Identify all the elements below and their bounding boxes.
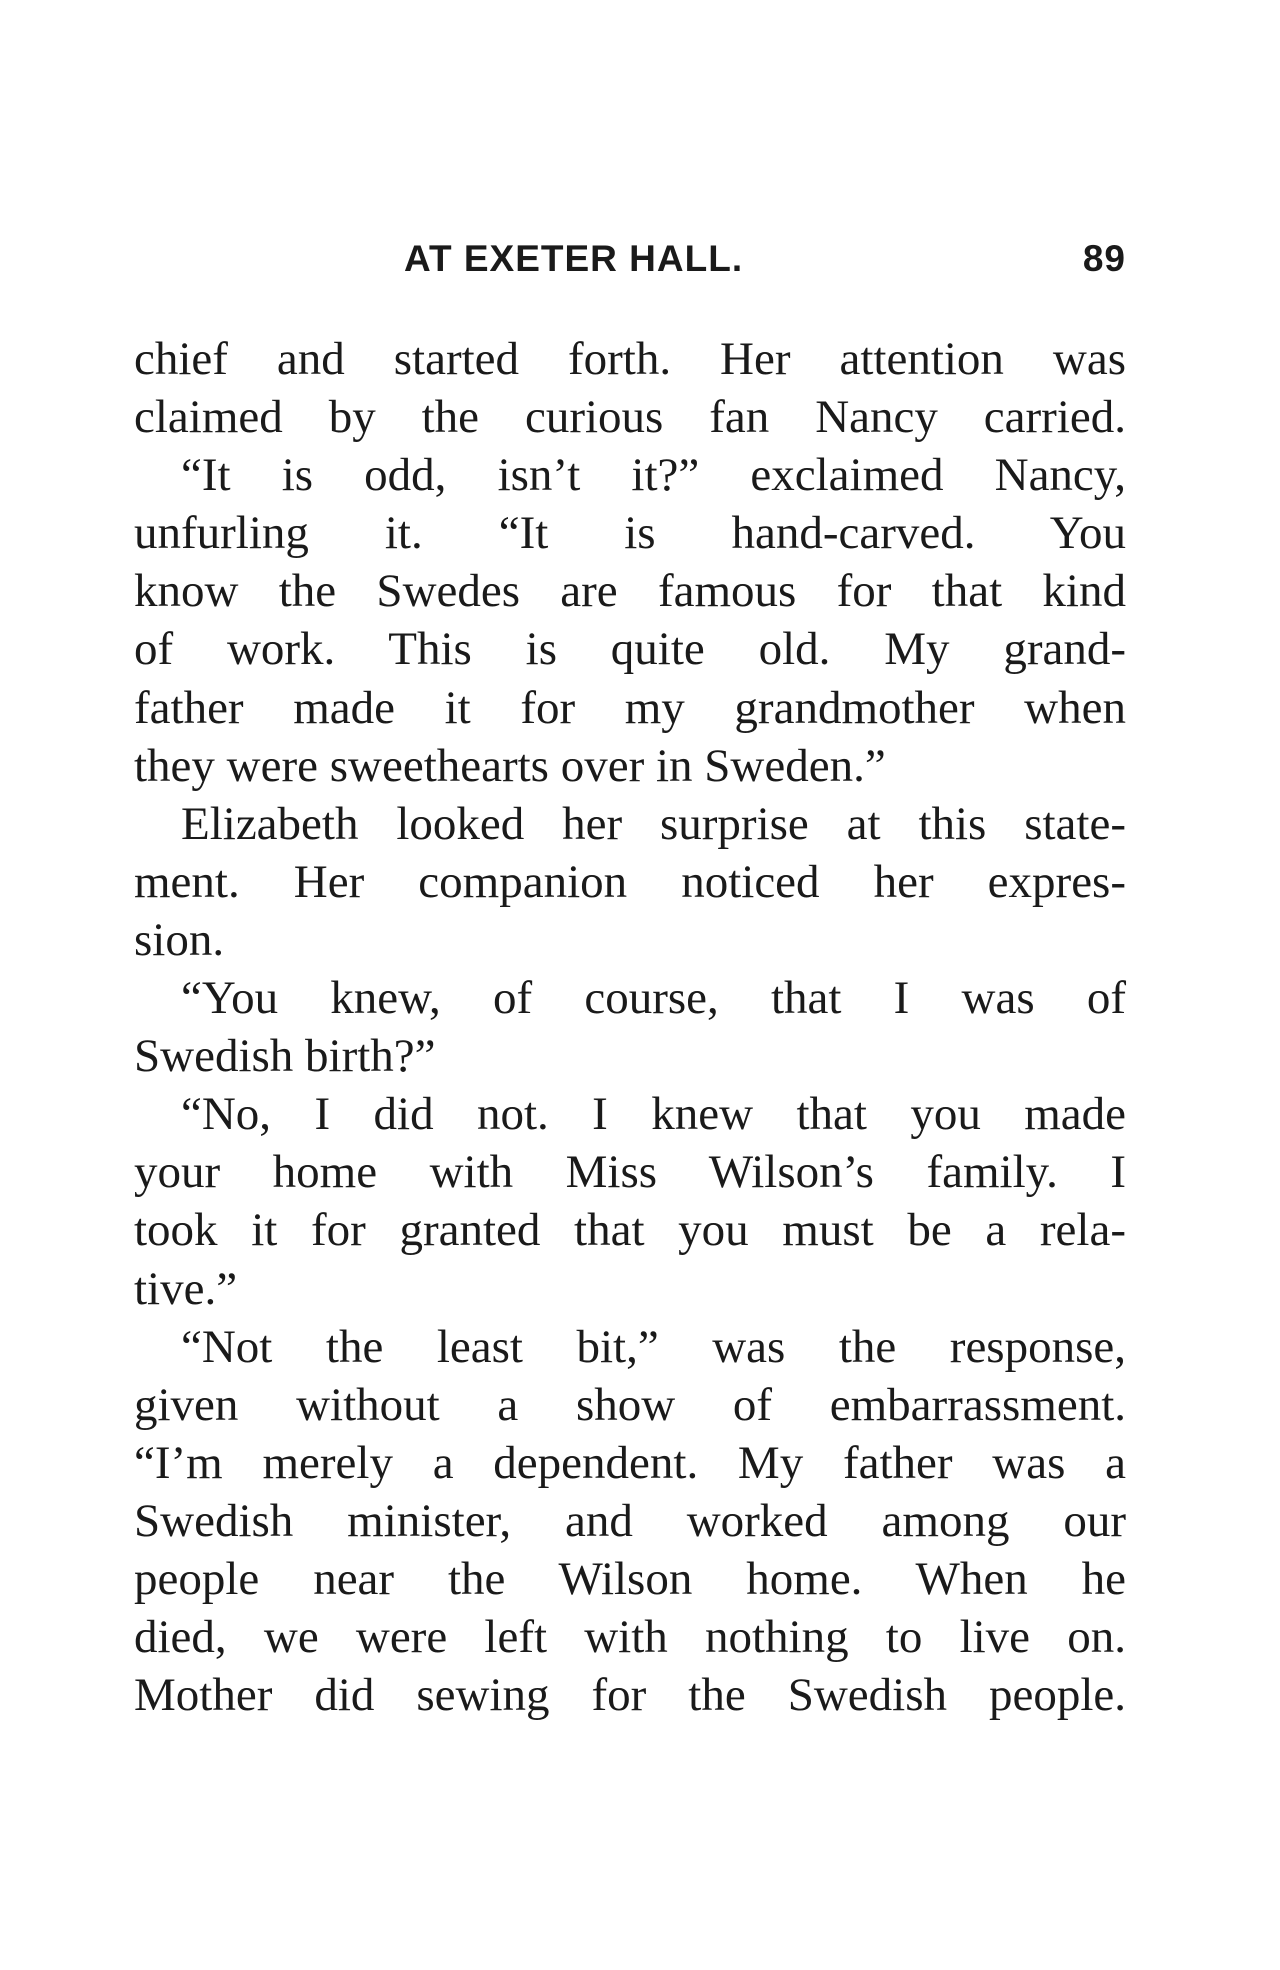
text-line: died, we were left with nothing to live on. <box>134 1611 1126 1664</box>
text-line: took it for granted that you must be a rela- <box>134 1204 1126 1257</box>
text-line: “No, I did not. I knew that you made <box>181 1088 1126 1141</box>
running-title: AT EXETER HALL. <box>404 238 744 279</box>
text-line: Mother did sewing for the Swedish people. <box>134 1669 1126 1722</box>
page-number: 89 <box>1082 238 1126 279</box>
text-line: “You knew, of course, that I was of <box>181 972 1126 1025</box>
text-line: claimed by the curious fan Nancy carried. <box>134 391 1126 444</box>
text-line: of work. This is quite old. My grand- <box>134 623 1126 676</box>
text-line: father made it for my grandmother when <box>134 681 1126 734</box>
running-header <box>134 238 1126 288</box>
text-line: sion. <box>134 913 225 966</box>
text-line: people near the Wilson home. When he <box>134 1552 1126 1605</box>
text-line: Elizabeth looked her surprise at this state- <box>181 797 1126 850</box>
text-line: “It is odd, isn’t it?” exclaimed Nancy, <box>181 449 1126 502</box>
text-line: given without a show of embarrassment. <box>134 1378 1126 1431</box>
text-line: “Not the least bit,” was the response, <box>181 1320 1126 1373</box>
text-line: tive.” <box>134 1262 238 1315</box>
text-line: unfurling it. “It is hand-carved. You <box>134 507 1126 560</box>
text-line: chief and started forth. Her attention was <box>134 333 1126 385</box>
text-line: know the Swedes are famous for that kind <box>134 565 1126 618</box>
text-line: they were sweethearts over in Sweden.” <box>134 739 886 792</box>
text-line: your home with Miss Wilson’s family. I <box>134 1146 1126 1199</box>
text-line: Swedish birth?” <box>134 1030 436 1083</box>
text-line: Swedish minister, and worked among our <box>134 1494 1126 1547</box>
body-text <box>134 330 1126 1724</box>
text-line: “I’m merely a dependent. My father was a <box>134 1436 1126 1489</box>
text-line: ment. Her companion noticed her expres- <box>134 855 1126 908</box>
